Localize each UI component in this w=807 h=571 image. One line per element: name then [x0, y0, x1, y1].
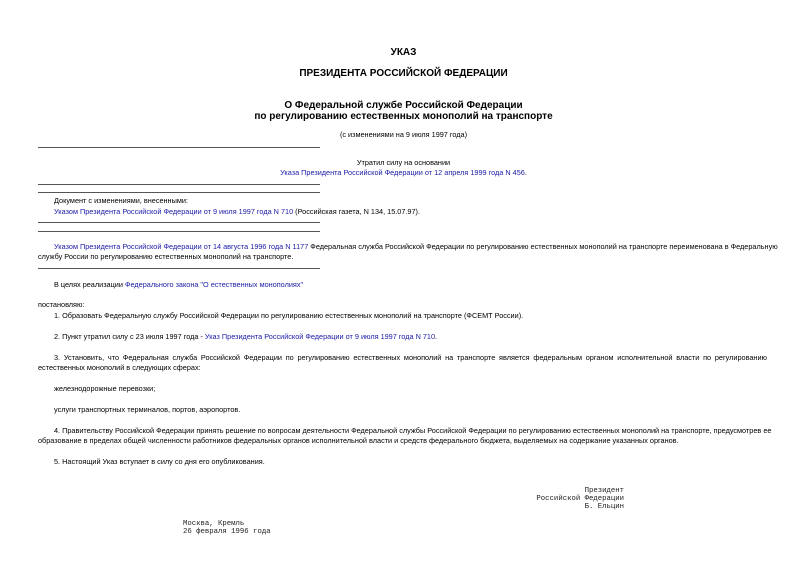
divider	[38, 192, 320, 193]
item-1: 1. Образовать Федеральную службу Российской Федерации по регулированию естественных монополий на транспорте (ФСЕМТ России).	[54, 311, 524, 320]
date: 26 февраля 1996 года	[183, 528, 271, 536]
document-topic-line1: О Федеральной службе Российской Федерации	[284, 100, 523, 111]
rename-text: Федеральная служба Российской Федерации по регулированию естественных монополий на транспорте переименована в Федеральную	[308, 242, 778, 251]
repeal-notice	[0, 158, 807, 167]
sphere-terminals: услуги транспортных терминалов, портов, аэропортов.	[54, 405, 241, 414]
rename-note-line1	[54, 242, 778, 251]
signature-office: Российской Федерации	[536, 495, 624, 503]
document-topic-line2: по регулированию естественных монополий на транспорте	[254, 111, 553, 122]
divider	[38, 231, 320, 232]
amendment-source: (Российская газета, N 134, 15.07.97).	[293, 207, 421, 216]
amendment-note: (с изменениями на 9 июля 1997 года)	[339, 130, 468, 139]
repeal-decree-link[interactable]: Указа Президента Российской Федерации от 12 апреля 1999 года N 456	[280, 168, 525, 177]
item-4-line1: 4. Правительству Российской Федерации принять решение по вопросам деятельности Федеральной службы Российской Федерации по регулированию естественных монополий на транспорте, предусмотрев ее	[54, 426, 772, 435]
resolve-word: постановляю:	[38, 300, 85, 309]
signature-name: Б. Ельцин	[584, 503, 624, 511]
purpose-line	[54, 280, 303, 289]
repeal-end: .	[524, 168, 527, 177]
divider	[38, 184, 320, 185]
item-5: 5. Настоящий Указ вступает в силу со дня его опубликования.	[54, 457, 265, 466]
document-subtitle: ПРЕЗИДЕНТА РОССИЙСКОЙ ФЕДЕРАЦИИ	[299, 68, 508, 79]
item-3-line2: естественных монополий в следующих сферах:	[38, 363, 201, 372]
repeal-reference	[0, 168, 807, 177]
amendments-reference	[54, 207, 420, 216]
purpose-prefix: В целях реализации	[54, 280, 125, 289]
divider	[38, 222, 320, 223]
divider	[38, 268, 320, 269]
rename-note-line2: службу России по регулированию естественных монополий на транспорте.	[38, 252, 294, 261]
place: Москва, Кремль	[183, 520, 245, 528]
signature-title: Президент	[584, 487, 624, 495]
rename-decree-link[interactable]: Указом Президента Российской Федерации от 14 августа 1996 года N 1177	[54, 242, 309, 251]
divider	[38, 147, 320, 148]
item-3-line1: 3. Установить, что Федеральная служба Российской Федерации по регулированию естественных монополий на транспорте является федеральным органом исполнительной власти по регулированию	[54, 353, 767, 362]
repeal-label: Утратил силу на основании	[356, 158, 451, 167]
item-2-decree-link[interactable]: Указ Президента Российской Федерации от 9 июля 1997 года N 710	[204, 332, 436, 341]
document-title: УКАЗ	[390, 47, 417, 58]
federal-law-link[interactable]: Федерального закона "О естественных монополиях"	[124, 280, 304, 289]
item-4-line2: образование в пределах общей численности работников федеральных органов исполнительной власти и средств федерального бюджета, выделяемых на содержание указанных органов.	[38, 436, 679, 445]
item-2	[54, 332, 437, 341]
item-2-end: .	[435, 332, 438, 341]
amendments-intro: Документ с изменениями, внесенными:	[54, 196, 188, 205]
sphere-railway: железнодорожные перевозки;	[54, 384, 156, 393]
amendment-decree-link[interactable]: Указом Президента Российской Федерации от 9 июля 1997 года N 710	[54, 207, 294, 216]
item-2-text: 2. Пункт утратил силу с 23 июля 1997 года -	[54, 332, 205, 341]
